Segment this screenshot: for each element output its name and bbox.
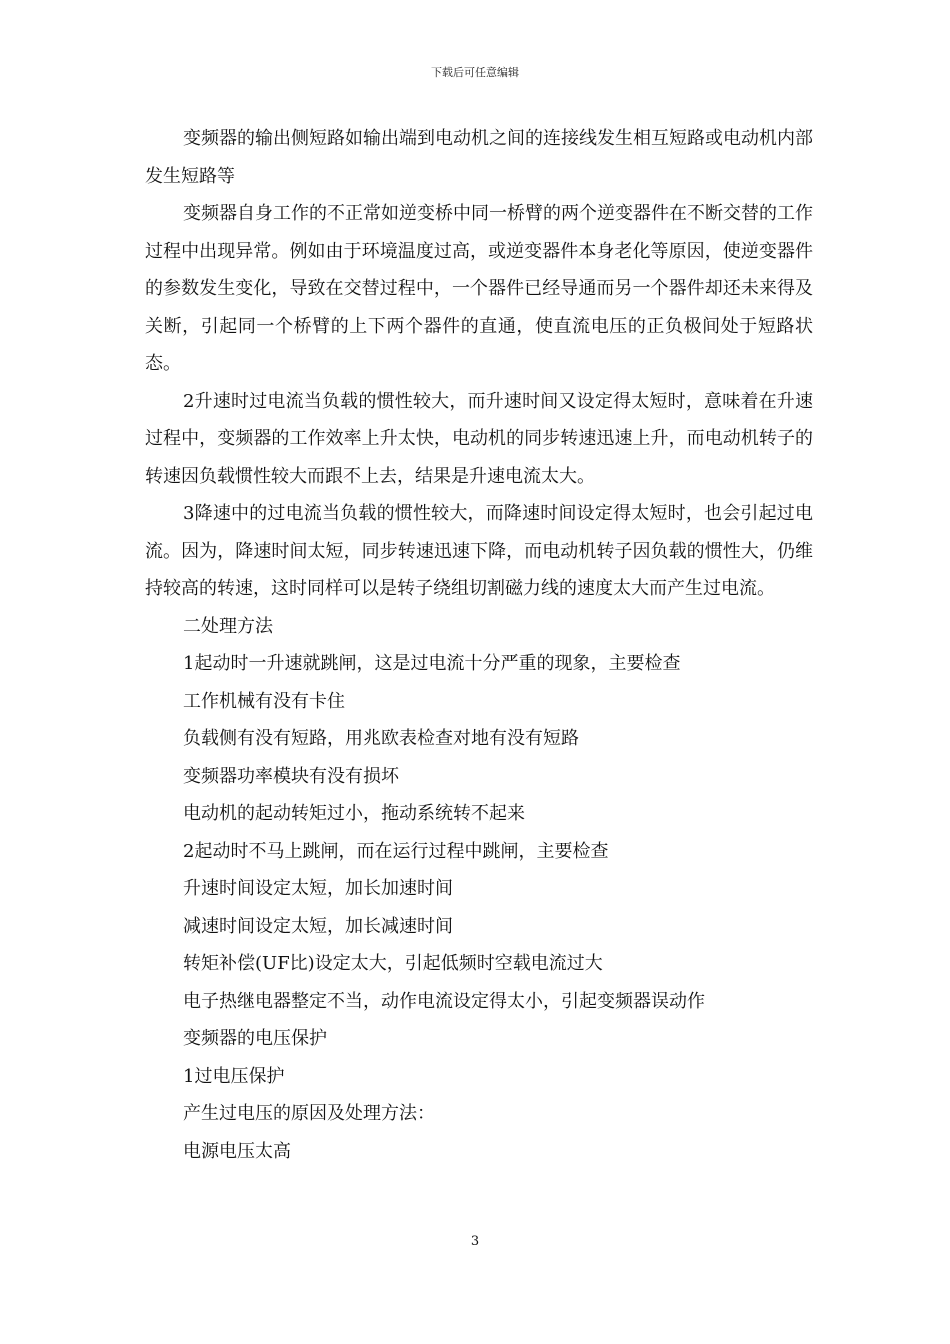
list-item: 电子热继电器整定不当，动作电流设定得太小，引起变频器误动作 (183, 990, 705, 1012)
list-item: 减速时间设定太短，加长减速时间 (183, 915, 453, 937)
subsection-heading: 1过电压保护 (183, 1065, 285, 1087)
section-heading: 变频器的电压保护 (183, 1028, 327, 1049)
list-item: 电源电压太高 (183, 1140, 291, 1162)
paragraph: 1起动时一升速就跳闸，这是过电流十分严重的现象，主要检查 (183, 653, 681, 674)
section-heading: 二处理方法 (183, 615, 273, 637)
list-item: 电动机的起动转矩过小，拖动系统转不起来 (183, 803, 525, 824)
document-body (145, 120, 813, 1170)
paragraph: 变频器的输出侧短路如输出端到电动机之间的连接线发生相互短路或电动机内部发生短路等 (145, 128, 813, 187)
page-header: 下载后可任意编辑 (431, 66, 519, 79)
list-item: 变频器功率模块有没有损坏 (183, 765, 399, 787)
paragraph: 2起动时不马上跳闸，而在运行过程中跳闸，主要检查 (183, 840, 609, 862)
paragraph: 产生过电压的原因及处理方法： (183, 1103, 435, 1124)
page-number: 3 (470, 1234, 480, 1249)
list-item: 转矩补偿(UF比)设定太大，引起低频时空载电流过大 (183, 953, 603, 974)
list-item: 工作机械有没有卡住 (183, 690, 345, 712)
list-item: 升速时间设定太短，加长加速时间 (183, 878, 453, 899)
paragraph: 2升速时过电流当负载的惯性较大，而升速时间又设定得太短时，意味着在升速过程中，变频器的工作效率上升太快，电动机的同步转速迅速上升，而电动机转子的转速因负载惯性较大而跟不上去，结果是升速电流太大。 (145, 390, 813, 487)
paragraph: 变频器自身工作的不正常如逆变桥中同一桥臂的两个逆变器件在不断交替的工作过程中出现异常。例如由于环境温度过高，或逆变器件本身老化等原因，使逆变器件的参数发生变化，导致在交替过程中，一个器件已经导通而另一个器件却还未来得及关断，引起同一个桥臂的上下两个器件的直通，使直流电压的正负极间处于短路状态。 (145, 203, 813, 374)
paragraph: 3降速中的过电流当负载的惯性较大，而降速时间设定得太短时，也会引起过电流。因为，降速时间太短，同步转速迅速下降，而电动机转子因负载的惯性大，仍维持较高的转速，这时同样可以是转子绕组切割磁力线的速度太大而产生过电流。 (145, 503, 813, 599)
list-item: 负载侧有没有短路，用兆欧表检查对地有没有短路 (183, 728, 579, 749)
